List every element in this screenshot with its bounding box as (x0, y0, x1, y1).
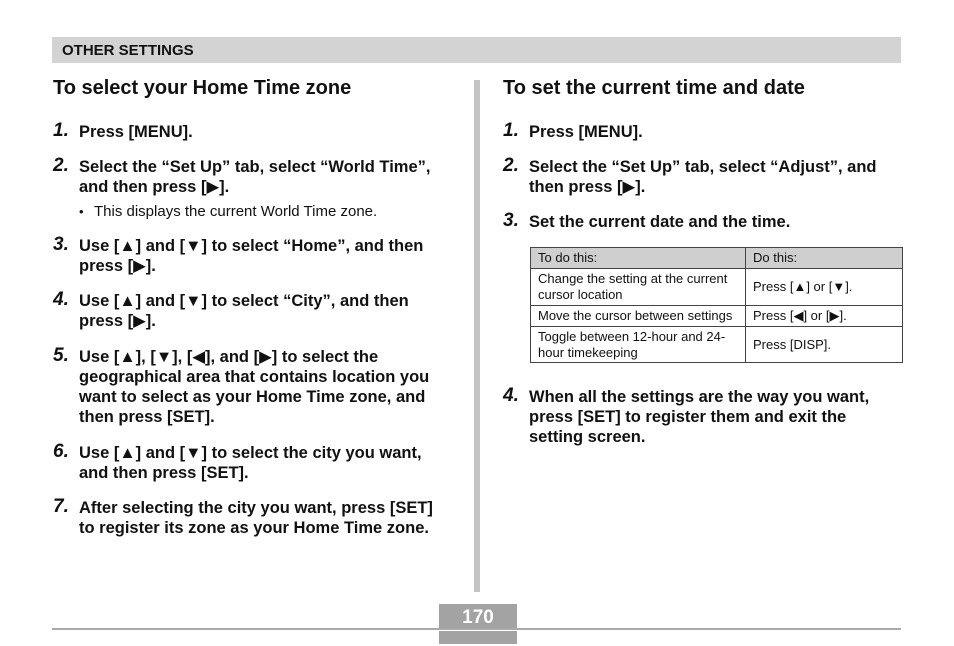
section-header-bar (52, 37, 901, 63)
bullet-mark: • (79, 204, 84, 219)
step-number: 5. (53, 345, 69, 366)
step-text-line: Set the current date and the time. (529, 213, 791, 231)
step-text (79, 347, 429, 427)
table-do-cell (746, 306, 903, 327)
page-number: 170 (462, 607, 494, 628)
step-text-line: After selecting the city you want, press [SET] (79, 499, 433, 517)
home-time-heading: To select your Home Time zone (53, 77, 352, 99)
step-text-line: geographical area that contains location you (79, 368, 430, 386)
step-number: 6. (53, 441, 69, 462)
table-cell-line: cursor location (538, 287, 623, 302)
step-text (79, 443, 422, 483)
table-header-cell (746, 248, 903, 269)
table-action-cell (531, 306, 746, 327)
table-cell-line: Press [DISP]. (753, 336, 832, 352)
step-text-line: Press [MENU]. (79, 123, 193, 141)
step-number: 2. (503, 155, 519, 176)
table-cell-line: hour timekeeping (538, 344, 638, 360)
step-text (79, 157, 430, 197)
step-number: 4. (503, 385, 519, 406)
step-text-line: then press [SET]. (79, 408, 215, 426)
step-text (79, 291, 409, 331)
step-text-line: want to select as your Home Time zone, and (79, 388, 426, 406)
step-text (529, 387, 869, 447)
step-text (529, 157, 877, 197)
adjust-controls-table (530, 247, 903, 363)
step-text-line: When all the settings are the way you want, (529, 388, 870, 406)
step-number: 1. (53, 120, 69, 141)
step-number: 1. (503, 120, 519, 141)
step-number: 7. (53, 496, 69, 517)
step-text-line: Press [MENU]. (529, 123, 643, 141)
table-cell-line: Change the setting at the current (538, 271, 728, 286)
table-action-cell (531, 327, 746, 363)
table-cell-line: Press [◀] or [▶]. (753, 308, 847, 323)
step-text-line: Use [▲] and [▼] to select “Home”, and then (79, 237, 424, 255)
table-header-row (531, 248, 903, 269)
step-number: 2. (53, 155, 69, 176)
section-title: OTHER SETTINGS (62, 42, 194, 59)
table-cell-line: Toggle between 12-hour and 24- (538, 328, 726, 344)
step-number: 3. (53, 234, 69, 255)
step-text-line: then press [▶]. (529, 178, 646, 196)
step-text-line: Use [▲] and [▼] to select “City”, and then (79, 292, 409, 310)
step-text-line: and then press [▶]. (79, 178, 230, 196)
page-number-tab-lower (439, 631, 517, 644)
step-number: 4. (53, 289, 69, 310)
table-action-cell (531, 269, 746, 306)
table-row (531, 269, 903, 306)
step-text-line: press [▶]. (79, 257, 156, 275)
step-text-line: Select the “Set Up” tab, select “Adjust”, and (529, 158, 877, 176)
page-number-tab (439, 604, 517, 628)
column-divider (474, 80, 480, 592)
table-row (531, 327, 903, 363)
step-number: 3. (503, 210, 519, 231)
step-text (79, 236, 423, 276)
step-text-line: Use [▲] and [▼] to select the city you want, (79, 444, 422, 462)
table-cell-line: Press [▲] or [▼]. (753, 279, 853, 294)
step-text (79, 122, 193, 142)
step-text-line: Select the “Set Up” tab, select “World Time”, (79, 158, 431, 176)
table-row (531, 306, 903, 327)
table-cell-line: Move the cursor between settings (538, 308, 733, 323)
step-text-line: and then press [SET]. (79, 464, 249, 482)
table-do-cell (746, 327, 903, 363)
table-header-text: To do this: (538, 250, 598, 265)
step-text (529, 122, 643, 142)
step-text (529, 212, 790, 232)
footer-rule (52, 628, 901, 630)
step-text-line: to register its zone as your Home Time zone. (79, 519, 429, 537)
table-do-cell (746, 269, 903, 306)
step-text-line: Use [▲], [▼], [◀], and [▶] to select the (79, 348, 379, 366)
table-header-text: Do this: (753, 250, 798, 265)
note-text: This displays the current World Time zone. (94, 203, 378, 220)
step-text-line: press [SET] to register them and exit the (529, 408, 847, 426)
step-text (79, 498, 433, 538)
table-header-cell (531, 248, 746, 269)
time-date-heading: To set the current time and date (503, 77, 805, 99)
step-text-line: press [▶]. (79, 312, 156, 330)
step-text-line: setting screen. (529, 428, 646, 446)
